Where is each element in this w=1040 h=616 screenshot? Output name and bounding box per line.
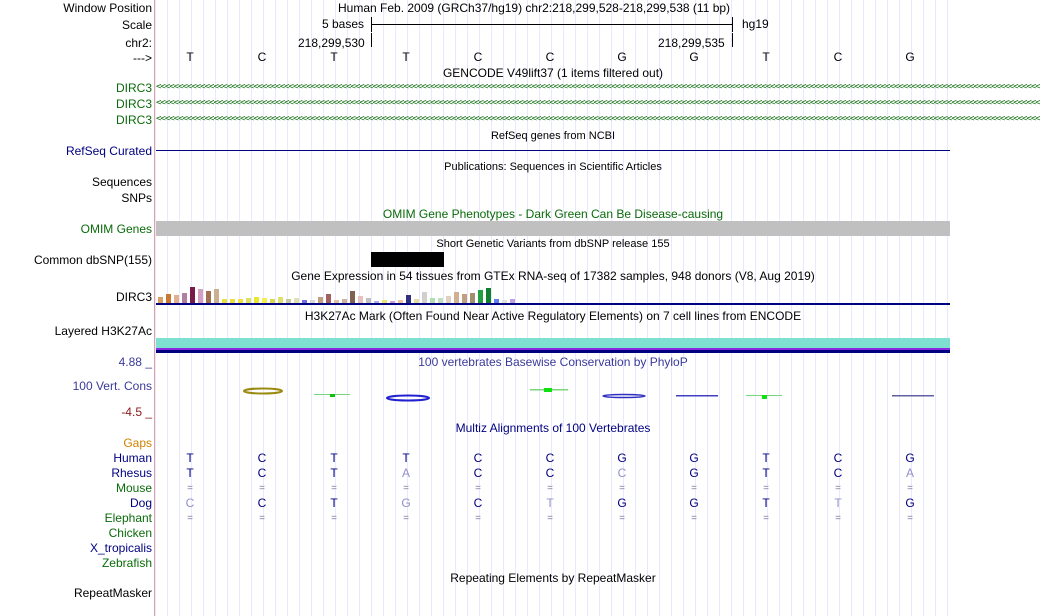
gtex-label[interactable]: DIRC3 xyxy=(115,290,152,304)
alignment-base: T xyxy=(330,466,338,480)
label-separator xyxy=(154,0,155,616)
alignment-base: = xyxy=(547,483,553,494)
grid-line xyxy=(419,0,420,616)
gencode-label-3[interactable]: DIRC3 xyxy=(115,113,152,127)
alignment-base: C xyxy=(473,451,483,465)
window-position-label: Window Position xyxy=(63,1,152,15)
alignment-base: = xyxy=(187,513,193,524)
dbsnp-label[interactable]: Common dbSNP(155) xyxy=(33,253,152,267)
phylop-glyph-6 xyxy=(544,388,552,392)
alignment-base: = xyxy=(475,513,481,524)
alignment-base: = xyxy=(403,513,409,524)
dbsnp-track-title[interactable]: Short Genetic Variants from dbSNP release 155 xyxy=(436,238,670,250)
grid-line xyxy=(155,0,156,616)
grid-line xyxy=(851,0,852,616)
alignment-base: = xyxy=(331,513,337,524)
phylop-track-title[interactable]: 100 vertebrates Basewise Conservation by PhyloP xyxy=(418,355,688,369)
reference-base: C xyxy=(833,50,843,64)
alignment-base: C xyxy=(473,466,483,480)
grid-line xyxy=(707,0,708,616)
gtex-tissue-bar[interactable] xyxy=(326,294,331,303)
alignment-base: = xyxy=(403,483,409,494)
gtex-tissue-bar[interactable] xyxy=(166,294,171,303)
gencode-track-title[interactable]: GENCODE V49lift37 (1 items filtered out) xyxy=(442,66,664,80)
alignment-base: = xyxy=(691,513,697,524)
grid-line xyxy=(359,0,360,616)
species-label-x_tropicalis[interactable]: X_tropicalis xyxy=(89,541,152,555)
alignment-base: G xyxy=(689,451,699,465)
reference-base: T xyxy=(402,50,410,64)
scale-bar xyxy=(371,17,733,32)
omim-gene-bar[interactable] xyxy=(156,221,950,236)
alignment-base: T xyxy=(762,496,770,510)
phylop-glyph-4 xyxy=(387,396,429,401)
gtex-tissue-bar[interactable] xyxy=(486,288,491,303)
alignment-base: A xyxy=(401,466,410,480)
grid-line xyxy=(311,0,312,616)
alignment-base: T xyxy=(186,451,194,465)
grid-line xyxy=(923,0,924,616)
grid-line xyxy=(287,0,288,616)
reference-base: G xyxy=(617,50,627,64)
phylop-glyph-11 xyxy=(892,395,934,397)
phylop-glyph-8 xyxy=(676,395,718,397)
alignment-base: G xyxy=(689,496,699,510)
alignment-base: C xyxy=(185,496,195,510)
grid-line xyxy=(947,0,948,616)
h3k27ac-baseline xyxy=(156,350,950,353)
species-label-mouse[interactable]: Mouse xyxy=(115,481,152,495)
phylop-glyph-7 xyxy=(603,395,645,398)
alignment-base: T xyxy=(402,451,410,465)
gencode-transcript-1[interactable]: <<<<<<<<<<<<<<<<<<<<<<<<<<<<<<<<<<<<<<<<<<<<<<<<<<<<<<<<<<<<<<<<<<<<<<<<<<<<<<<<<<<<<<<<<<<<<<<<<<<<<<<<<<<<<<<<<<<<<<<<<<<<<<<<<<<<<<<<<<<<<<<<<<<<<<<<<<<<<<<<<<<<<<<<<<<<<<<<<<<<<<<<<<<<<<<<<<<<<<<< xyxy=(156,82,1040,92)
phylop-min-label: -4.5 _ xyxy=(121,405,152,419)
gtex-tissue-bar[interactable] xyxy=(190,287,195,303)
gtex-tissue-bar[interactable] xyxy=(182,293,187,303)
grid-line xyxy=(815,0,816,616)
gtex-tissue-bar[interactable] xyxy=(174,295,179,303)
alignment-base: G xyxy=(617,496,627,510)
gencode-label-1[interactable]: DIRC3 xyxy=(115,81,152,95)
alignment-base: C xyxy=(545,466,555,480)
repeatmasker-track-title[interactable]: Repeating Elements by RepeatMasker xyxy=(450,571,656,585)
position-left-text: 218,299,530 xyxy=(298,36,365,50)
alignment-base: = xyxy=(907,513,913,524)
gaps-label[interactable]: Gaps xyxy=(123,436,152,450)
grid-line xyxy=(659,0,660,616)
grid-line xyxy=(239,0,240,616)
grid-line xyxy=(599,0,600,616)
gtex-tissue-bar[interactable] xyxy=(198,289,203,303)
gtex-tissue-bar[interactable] xyxy=(478,290,483,303)
grid-line xyxy=(935,0,936,616)
gencode-transcript-2[interactable]: <<<<<<<<<<<<<<<<<<<<<<<<<<<<<<<<<<<<<<<<<<<<<<<<<<<<<<<<<<<<<<<<<<<<<<<<<<<<<<<<<<<<<<<<<<<<<<<<<<<<<<<<<<<<<<<<<<<<<<<<<<<<<<<<<<<<<<<<<<<<<<<<<<<<<<<<<<<<<<<<<<<<<<<<<<<<<<<<<<<<<<<<<<<<<<<<<<<<<<<< xyxy=(156,98,1040,108)
alignment-base: = xyxy=(835,513,841,524)
reference-base: T xyxy=(186,50,194,64)
grid-line xyxy=(671,0,672,616)
grid-line xyxy=(299,0,300,616)
alignment-base: T xyxy=(330,496,338,510)
repeatmasker-label[interactable]: RepeatMasker xyxy=(73,586,152,600)
alignment-base: = xyxy=(475,483,481,494)
grid-line xyxy=(275,0,276,616)
grid-line xyxy=(743,0,744,616)
strand-label: ---> xyxy=(133,51,152,65)
gtex-tissue-bar[interactable] xyxy=(446,296,451,303)
gtex-tissue-bar[interactable] xyxy=(206,291,211,303)
gtex-tissue-bar[interactable] xyxy=(406,295,411,303)
gtex-track-title[interactable]: Gene Expression in 54 tissues from GTEx RNA-seq of 17382 samples, 948 donors (V8, Aug 2019) xyxy=(291,269,815,283)
grid-line xyxy=(719,0,720,616)
assembly-position-text: Human Feb. 2009 (GRCh37/hg19) chr2:218,299,528-218,299,538 (11 bp) xyxy=(338,1,731,15)
grid-line xyxy=(527,0,528,616)
grid-line xyxy=(731,0,732,616)
reference-base: G xyxy=(689,50,699,64)
species-label-dog[interactable]: Dog xyxy=(129,496,152,510)
gtex-tissue-bar[interactable] xyxy=(470,293,475,303)
alignment-base: G xyxy=(905,451,915,465)
alignment-base: = xyxy=(763,513,769,524)
h3k27ac-label[interactable]: Layered H3K27Ac xyxy=(54,324,152,338)
alignment-base: C xyxy=(473,496,483,510)
phylop-glyph-3 xyxy=(330,394,335,397)
alignment-base: A xyxy=(905,466,914,480)
grid-line xyxy=(563,0,564,616)
alignment-base: C xyxy=(617,466,627,480)
refseq-track-title[interactable]: RefSeq genes from NCBI xyxy=(490,130,616,142)
alignment-base: G xyxy=(689,466,699,480)
grid-line xyxy=(575,0,576,616)
gtex-gene-line xyxy=(156,303,950,305)
refseq-transcript[interactable] xyxy=(156,150,950,151)
alignment-base: T xyxy=(762,466,770,480)
alignment-base: C xyxy=(833,451,843,465)
gtex-tissue-bar[interactable] xyxy=(422,292,427,303)
omim-label[interactable]: OMIM Genes xyxy=(80,222,152,236)
scale-db-text: hg19 xyxy=(742,17,769,31)
chrom-label: chr2: xyxy=(125,36,152,50)
alignment-base: T xyxy=(834,496,842,510)
species-label-zebrafish[interactable]: Zebrafish xyxy=(101,556,152,570)
phylop-glyph-10 xyxy=(762,395,767,399)
grid-line xyxy=(215,0,216,616)
grid-line xyxy=(791,0,792,616)
grid-line xyxy=(779,0,780,616)
grid-line xyxy=(227,0,228,616)
grid-line xyxy=(515,0,516,616)
scale-label: Scale xyxy=(121,18,152,32)
alignment-base: = xyxy=(331,483,337,494)
grid-line xyxy=(491,0,492,616)
position-left-tick xyxy=(371,33,372,47)
grid-line xyxy=(803,0,804,616)
species-label-human[interactable]: Human xyxy=(113,451,152,465)
gtex-tissue-bar[interactable] xyxy=(350,291,355,303)
reference-base: T xyxy=(762,50,770,64)
alignment-base: = xyxy=(763,483,769,494)
gtex-tissue-bar[interactable] xyxy=(462,294,467,303)
grid-line xyxy=(371,0,372,616)
alignment-base: C xyxy=(833,466,843,480)
grid-line xyxy=(647,0,648,616)
gtex-tissue-bar[interactable] xyxy=(214,289,219,303)
publications-track-title[interactable]: Publications: Sequences in Scientific Articles xyxy=(444,161,662,173)
grid-line xyxy=(887,0,888,616)
grid-line xyxy=(635,0,636,616)
alignment-base: = xyxy=(619,483,625,494)
scale-bases-text: 5 bases xyxy=(322,17,365,31)
species-label-elephant[interactable]: Elephant xyxy=(104,511,152,525)
grid-line xyxy=(863,0,864,616)
alignment-base: G xyxy=(401,496,411,510)
alignment-base: = xyxy=(691,483,697,494)
multiz-track-title[interactable]: Multiz Alignments of 100 Vertebrates xyxy=(455,421,651,435)
grid-line xyxy=(503,0,504,616)
gtex-expression-bars[interactable] xyxy=(156,284,556,303)
dbsnp-variant-block[interactable] xyxy=(371,252,444,267)
publications-label-sequences[interactable]: Sequences xyxy=(91,175,152,189)
grid-line xyxy=(443,0,444,616)
alignment-base: = xyxy=(907,483,913,494)
grid-line xyxy=(347,0,348,616)
reference-base: G xyxy=(905,50,915,64)
refseq-label[interactable]: RefSeq Curated xyxy=(65,144,152,158)
position-right-tick xyxy=(732,33,733,47)
alignment-base: = xyxy=(619,513,625,524)
phylop-glyph-1 xyxy=(244,389,282,394)
reference-base: C xyxy=(473,50,483,64)
alignment-base: = xyxy=(835,483,841,494)
alignment-base: C xyxy=(257,466,267,480)
alignment-base: = xyxy=(187,483,193,494)
alignment-base: = xyxy=(547,513,553,524)
species-label-rhesus[interactable]: Rhesus xyxy=(111,466,152,480)
grid-line xyxy=(167,0,168,616)
alignment-base: T xyxy=(546,496,554,510)
grid-line xyxy=(875,0,876,616)
gtex-tissue-bar[interactable] xyxy=(358,296,363,303)
alignment-base: T xyxy=(762,451,770,465)
alignment-base: G xyxy=(617,451,627,465)
alignment-base: = xyxy=(259,513,265,524)
reference-base: T xyxy=(330,50,338,64)
h3k27ac-signal[interactable] xyxy=(156,338,950,348)
h3k27ac-track-title[interactable]: H3K27Ac Mark (Often Found Near Active Regulatory Elements) on 7 cell lines from ENCODE xyxy=(304,309,802,323)
grid-line xyxy=(587,0,588,616)
reference-base: C xyxy=(545,50,555,64)
gtex-tissue-bar[interactable] xyxy=(454,292,459,303)
grid-line xyxy=(431,0,432,616)
alignment-base: T xyxy=(186,466,194,480)
alignment-base: C xyxy=(257,451,267,465)
grid-line xyxy=(383,0,384,616)
publications-label-snps[interactable]: SNPs xyxy=(121,191,152,205)
alignment-base: G xyxy=(905,496,915,510)
grid-line xyxy=(455,0,456,616)
omim-track-title[interactable]: OMIM Gene Phenotypes - Dark Green Can Be Disease-causing xyxy=(382,207,724,221)
alignment-base: C xyxy=(545,451,555,465)
species-label-chicken[interactable]: Chicken xyxy=(108,526,152,540)
phylop-conservation-plot[interactable] xyxy=(156,382,950,404)
grid-line xyxy=(203,0,204,616)
alignment-base: C xyxy=(257,496,267,510)
alignment-base: T xyxy=(330,451,338,465)
reference-base: C xyxy=(257,50,267,64)
alignment-base: = xyxy=(259,483,265,494)
position-right-text: 218,299,535 xyxy=(658,36,725,50)
gencode-transcript-3[interactable]: <<<<<<<<<<<<<<<<<<<<<<<<<<<<<<<<<<<<<<<<<<<<<<<<<<<<<<<<<<<<<<<<<<<<<<<<<<<<<<<<<<<<<<<<<<<<<<<<<<<<<<<<<<<<<<<<<<<<<<<<<<<<<<<<<<<<<<<<<<<<<<<<<<<<<<<<<<<<<<<<<<<<<<<<<<<<<<<<<<<<<<<<<<<<<<<<<<<<<<<< xyxy=(156,114,1040,124)
gencode-label-2[interactable]: DIRC3 xyxy=(115,97,152,111)
phylop-label[interactable]: 100 Vert. Cons xyxy=(72,379,152,393)
phylop-max-label: 4.88 _ xyxy=(118,355,152,369)
